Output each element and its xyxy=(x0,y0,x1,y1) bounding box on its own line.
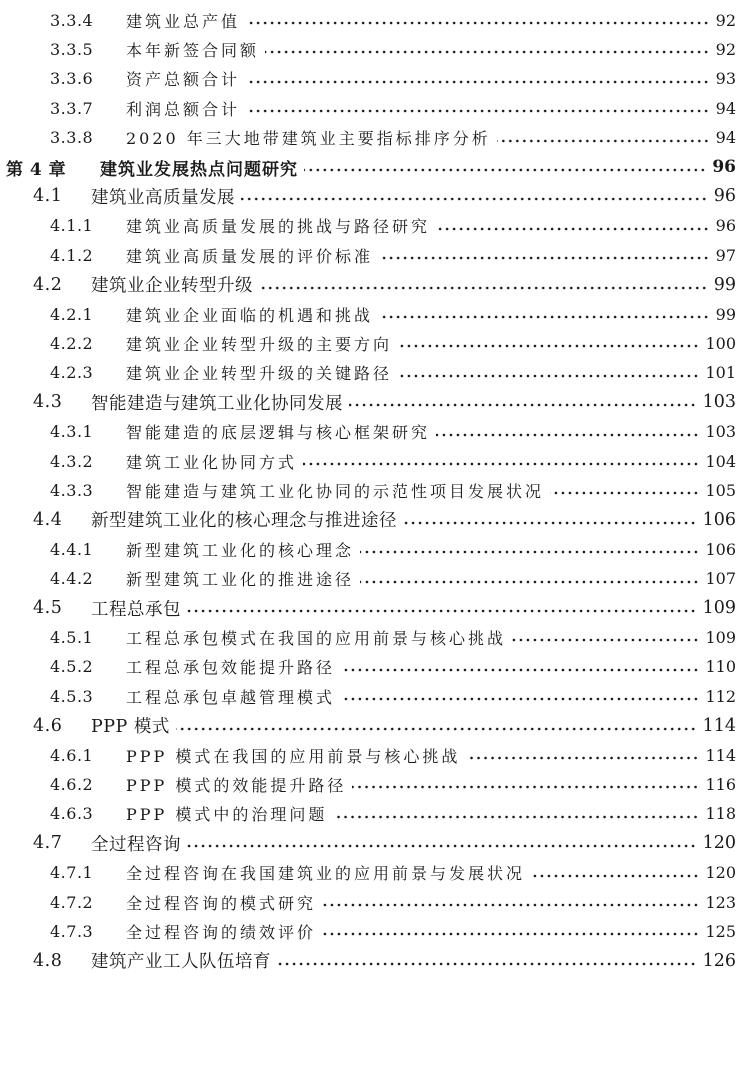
toc-entry-page-number: 97 xyxy=(715,245,736,265)
toc-entry-number: 3.3.4 xyxy=(50,10,94,30)
toc-entry-number: 4.6.1 xyxy=(50,745,94,765)
toc-entry-number: 4.5.2 xyxy=(50,657,94,677)
toc-entry-title: 建筑产业工人队伍培育 xyxy=(91,952,271,973)
toc-entry-page-number: 106 xyxy=(705,539,736,559)
toc-entry-number: 3.3.5 xyxy=(50,39,94,59)
dot-leader xyxy=(436,227,710,231)
toc-entry-title: 工程总承包 xyxy=(91,599,181,620)
toc-entry-page-number: 114 xyxy=(702,715,736,736)
toc-entry[interactable] xyxy=(0,624,750,651)
toc-entry-page-number: 96 xyxy=(712,157,736,177)
toc-entry[interactable] xyxy=(0,477,750,504)
toc-entry-number: 4.1 xyxy=(33,186,63,207)
toc-entry[interactable] xyxy=(0,712,750,739)
toc-entry-title: 全过程咨询 xyxy=(91,834,181,855)
dot-leader xyxy=(259,286,708,290)
toc-entry-page-number: 103 xyxy=(702,392,736,413)
toc-entry[interactable] xyxy=(0,506,750,533)
toc-entry[interactable] xyxy=(0,653,750,680)
toc-entry-number: 4.3.3 xyxy=(50,480,94,500)
dot-leader xyxy=(241,197,708,201)
dot-leader xyxy=(187,609,697,613)
toc-entry[interactable] xyxy=(0,947,750,974)
toc-entry-page-number: 99 xyxy=(713,274,736,295)
dot-leader xyxy=(303,462,699,466)
toc-entry[interactable] xyxy=(0,389,750,416)
toc-entry-number: 4.8 xyxy=(33,950,63,971)
toc-entry-title: 建筑业总产值 xyxy=(126,11,241,31)
toc-entry-title: 资产总额合计 xyxy=(126,70,241,90)
toc-entry-number: 4.3 xyxy=(33,392,63,413)
toc-entry-number: 4.3.1 xyxy=(50,422,94,442)
toc-entry-title: 建筑业高质量发展 xyxy=(91,187,235,208)
toc-entry-page-number: 93 xyxy=(715,69,736,89)
toc-entry-number: 4.2.2 xyxy=(50,333,94,353)
toc-entry-page-number: 105 xyxy=(705,480,736,500)
dot-leader xyxy=(246,109,710,113)
toc-entry[interactable] xyxy=(0,212,750,239)
dot-leader xyxy=(322,903,699,907)
dot-leader xyxy=(531,874,699,878)
toc-entry-page-number: 101 xyxy=(705,363,736,383)
toc-entry-number: 3.3.6 xyxy=(50,69,94,89)
dot-leader xyxy=(333,815,699,819)
toc-entry-page-number: 116 xyxy=(705,774,736,794)
toc-entry[interactable] xyxy=(0,124,750,151)
dot-leader xyxy=(360,550,699,554)
toc-entry-page-number: 107 xyxy=(705,569,736,589)
toc-entry-number: 4.6.3 xyxy=(50,804,94,824)
toc-entry-page-number: 96 xyxy=(715,216,736,236)
dot-leader xyxy=(341,697,699,701)
toc-entry-title: 全过程咨询的模式研究 xyxy=(126,893,317,913)
toc-entry[interactable] xyxy=(0,301,750,328)
toc-entry-title: 建筑业高质量发展的评价标准 xyxy=(126,246,374,266)
toc-entry-page-number: 109 xyxy=(705,627,736,647)
toc-entry-title: 智能建造与建筑工业化协同发展 xyxy=(91,393,343,414)
toc-entry-title: 建筑业高质量发展的挑战与路径研究 xyxy=(126,217,431,237)
toc-entry-page-number: 103 xyxy=(705,422,736,442)
toc-entry-page-number: 104 xyxy=(705,451,736,471)
toc-entry-title: 智能建造的底层逻辑与核心框架研究 xyxy=(126,423,431,443)
toc-entry[interactable] xyxy=(0,683,750,710)
dot-leader xyxy=(176,727,697,731)
toc-entry-title: 工程总承包模式在我国的应用前景与核心挑战 xyxy=(126,628,507,648)
toc-entry[interactable] xyxy=(0,418,750,445)
dot-leader xyxy=(246,80,710,84)
toc-entry[interactable] xyxy=(0,859,750,886)
toc-entry[interactable] xyxy=(0,36,750,63)
toc-entry-title: 新型建筑工业化的核心理念与推进途径 xyxy=(91,511,397,532)
dot-leader xyxy=(349,403,697,407)
toc-entry-number: 4.2 xyxy=(33,274,63,295)
toc-entry-title: 新型建筑工业化的推进途径 xyxy=(126,570,355,590)
toc-entry-page-number: 126 xyxy=(702,950,736,971)
toc-entry[interactable] xyxy=(0,742,750,769)
toc-entry-page-number: 106 xyxy=(702,509,736,530)
toc-entry-title: 利润总额合计 xyxy=(126,99,241,119)
toc-entry[interactable] xyxy=(0,565,750,592)
dot-leader xyxy=(497,139,710,143)
dot-leader xyxy=(398,344,699,348)
toc-entry-title: 2020 年三大地带建筑业主要指标排序分析 xyxy=(126,129,491,149)
toc-entry-title: 全过程咨询在我国建筑业的应用前景与发展状况 xyxy=(126,864,526,884)
toc-entry-page-number: 120 xyxy=(705,863,736,883)
toc-entry-number: 4.5.3 xyxy=(50,686,94,706)
toc-entry-title: 工程总承包效能提升路径 xyxy=(126,658,336,678)
toc-entry-number: 4.2.3 xyxy=(50,363,94,383)
toc-entry[interactable] xyxy=(0,595,750,622)
toc-entry-title: 新型建筑工业化的核心理念 xyxy=(126,540,355,560)
toc-entry-page-number: 120 xyxy=(702,833,736,854)
toc-entry-page-number: 114 xyxy=(705,745,736,765)
toc-entry-page-number: 94 xyxy=(715,98,736,118)
toc-entry-number: 4.4 xyxy=(33,509,63,530)
toc-entry-title: PPP 模式中的治理问题 xyxy=(126,805,328,825)
toc-entry-title: 工程总承包卓越管理模式 xyxy=(126,687,336,707)
dot-leader xyxy=(265,50,710,54)
toc-entry[interactable] xyxy=(0,7,750,34)
dot-leader xyxy=(277,962,697,966)
toc-entry-page-number: 123 xyxy=(705,892,736,912)
dot-leader xyxy=(341,668,699,672)
toc-entry-number: 3.3.7 xyxy=(50,98,94,118)
toc-entry-title: 建筑业企业转型升级 xyxy=(91,276,253,297)
toc-entry[interactable] xyxy=(0,271,750,298)
toc-entry-number: 4.6.2 xyxy=(50,774,94,794)
toc-entry[interactable] xyxy=(0,771,750,798)
dot-leader xyxy=(550,491,699,495)
dot-leader xyxy=(187,844,697,848)
toc-entry-number: 4.1.2 xyxy=(50,245,94,265)
toc-entry[interactable] xyxy=(0,918,750,945)
toc-entry-page-number: 118 xyxy=(705,804,736,824)
dot-leader xyxy=(379,256,710,260)
dot-leader xyxy=(304,168,706,172)
toc-entry-page-number: 125 xyxy=(705,921,736,941)
toc-entry-title: 建筑业企业转型升级的关键路径 xyxy=(126,364,393,384)
toc-entry-page-number: 100 xyxy=(705,333,736,353)
toc-entry-title: 建筑工业化协同方式 xyxy=(126,452,298,472)
toc-entry-number: 4.5 xyxy=(33,598,63,618)
toc-entry[interactable] xyxy=(0,359,750,386)
toc-entry-number: 3.3.8 xyxy=(50,128,94,148)
toc-entry[interactable] xyxy=(0,830,750,857)
toc-entry-number: 4.6 xyxy=(33,715,63,736)
dot-leader xyxy=(512,638,699,642)
toc-entry-number: 4.3.2 xyxy=(50,451,94,471)
toc-entry-page-number: 92 xyxy=(715,10,736,30)
toc-entry[interactable] xyxy=(0,536,750,563)
toc-entry[interactable] xyxy=(0,65,750,92)
toc-entry[interactable] xyxy=(0,242,750,269)
toc-entry-number: 4.7 xyxy=(33,833,63,854)
toc-entry-title: 建筑业发展热点问题研究 xyxy=(100,159,298,180)
toc-entry-page-number: 96 xyxy=(713,186,736,207)
toc-entry-title: 建筑业企业转型升级的主要方向 xyxy=(126,334,393,354)
toc-entry-page-number: 92 xyxy=(715,39,736,59)
toc-entry[interactable] xyxy=(0,95,750,122)
toc-entry[interactable] xyxy=(0,800,750,827)
toc-entry[interactable] xyxy=(0,448,750,475)
dot-leader xyxy=(403,521,697,525)
toc-entry-title: PPP 模式在我国的应用前景与核心挑战 xyxy=(126,746,461,766)
toc-entry-title: PPP 模式 xyxy=(91,717,170,738)
dot-leader xyxy=(352,785,699,789)
toc-entry[interactable] xyxy=(0,330,750,357)
toc-entry-title: 智能建造与建筑工业化协同的示范性项目发展状况 xyxy=(126,481,545,501)
toc-entry-number: 4.7.1 xyxy=(50,863,94,883)
toc-entry-number: 4.7.2 xyxy=(50,892,94,912)
toc-entry-page-number: 94 xyxy=(715,128,736,148)
toc-entry-title: PPP 模式的效能提升路径 xyxy=(126,775,347,795)
dot-leader xyxy=(398,374,699,378)
toc-entry-title: 全过程咨询的绩效评价 xyxy=(126,922,317,942)
toc-entry-number: 第 4 章 xyxy=(6,159,67,180)
dot-leader xyxy=(436,433,699,437)
dot-leader xyxy=(379,315,710,319)
toc-entry-number: 4.7.3 xyxy=(50,921,94,941)
dot-leader xyxy=(322,932,699,936)
toc-entry-page-number: 112 xyxy=(705,686,736,706)
toc-entry-number: 4.4.1 xyxy=(50,539,94,559)
toc-entry-page-number: 110 xyxy=(705,657,736,677)
toc-entry-title: 建筑业企业面临的机遇和挑战 xyxy=(126,305,374,325)
toc-entry[interactable] xyxy=(0,183,750,210)
toc-entry-title: 本年新签合同额 xyxy=(126,40,260,60)
toc-entry-number: 4.5.1 xyxy=(50,627,94,647)
toc-entry[interactable] xyxy=(0,889,750,916)
dot-leader xyxy=(246,21,710,25)
dot-leader xyxy=(466,756,699,760)
toc-entry-number: 4.4.2 xyxy=(50,569,94,589)
toc-entry-page-number: 99 xyxy=(715,304,736,324)
toc-entry-number: 4.1.1 xyxy=(50,216,94,236)
dot-leader xyxy=(360,580,699,584)
toc-entry[interactable] xyxy=(0,154,750,181)
toc-entry-page-number: 109 xyxy=(702,598,736,618)
toc-entry-number: 4.2.1 xyxy=(50,304,94,324)
